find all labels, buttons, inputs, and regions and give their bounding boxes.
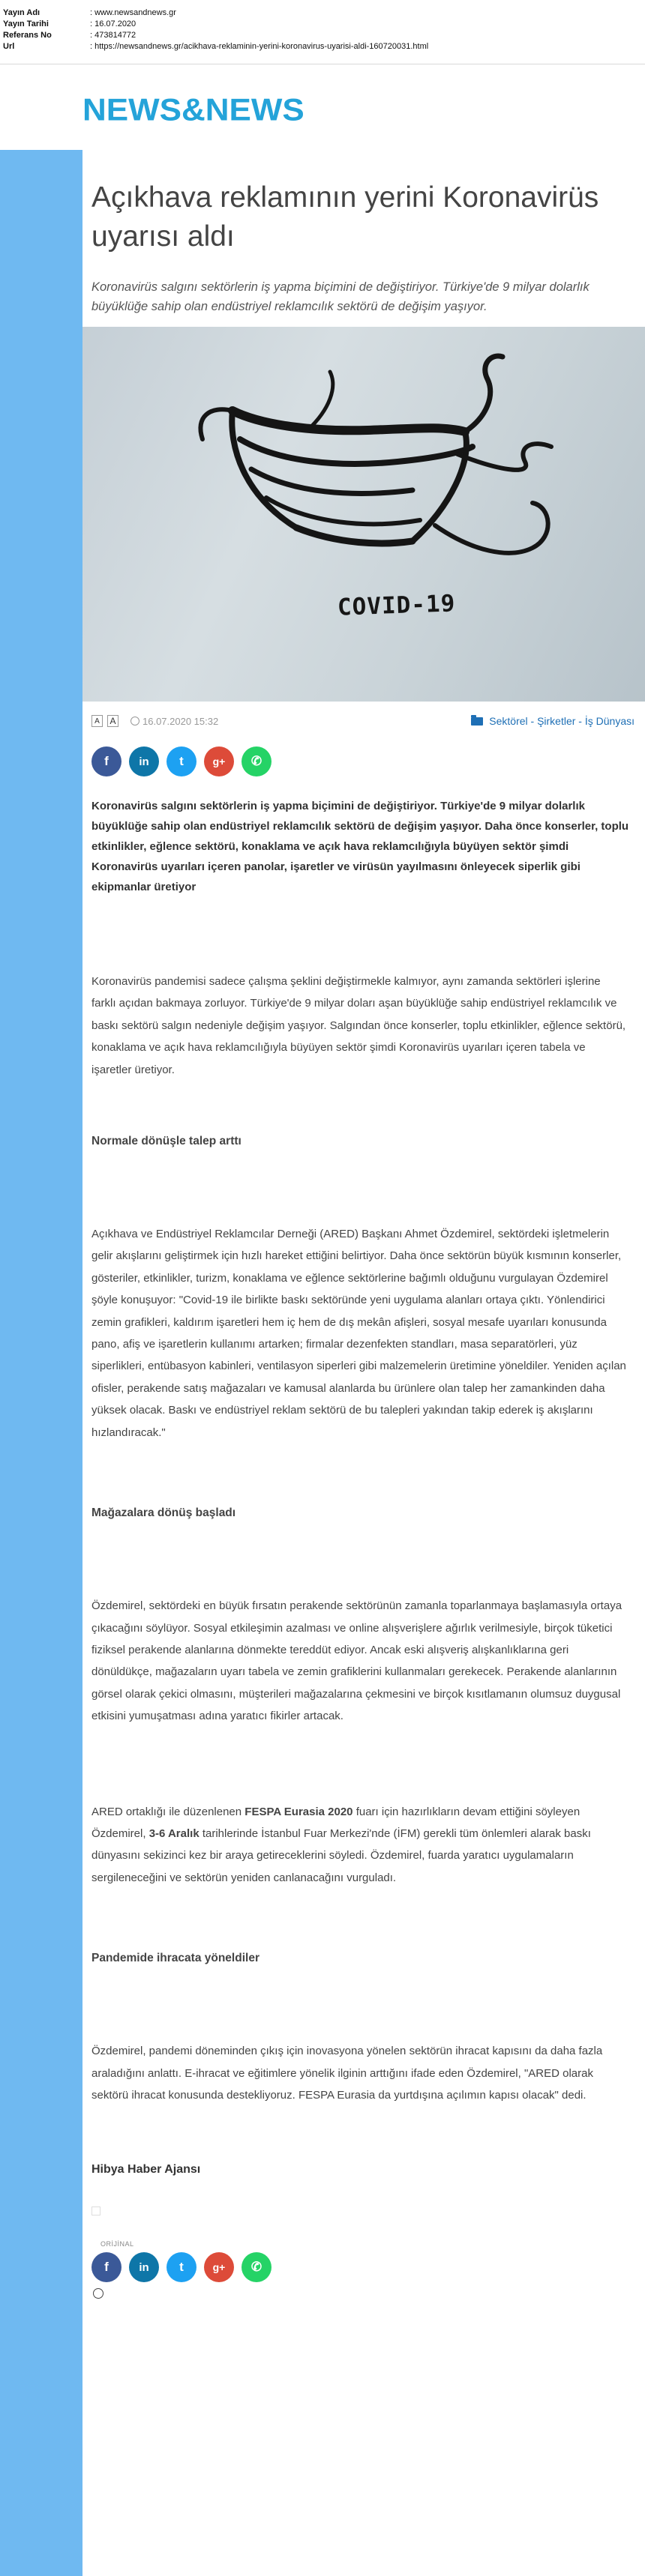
- meta-key: Referans No: [3, 31, 52, 40]
- folder-icon: [471, 717, 483, 726]
- meta-value: : www.newsandnews.gr: [90, 8, 176, 17]
- placeholder-checkbox: [92, 2207, 100, 2215]
- font-increase-button[interactable]: A: [107, 715, 118, 727]
- article-spot: Koronavirüs salgını sektörlerin iş yapma biçimini de değiştiriyor. Türkiye'de 9 milyar dolarlık büyüklüğe sahip olan endüstriyel reklamcılık sektörü de değişim yaşıyor.: [92, 280, 590, 313]
- clock-icon: [93, 2288, 104, 2299]
- text-span: ARED ortaklığı ile düzenlenen: [92, 1805, 245, 1818]
- clock-icon: [130, 717, 140, 726]
- section-heading: Mağazalara dönüş başladı: [92, 1506, 236, 1520]
- googleplus-icon: g+: [212, 2261, 226, 2274]
- article-title: Açıkhava reklamının yerini Koronavirüs uyarısı aldı: [92, 181, 599, 253]
- whatsapp-icon: ✆: [250, 754, 262, 768]
- facebook-share-button[interactable]: [92, 746, 122, 776]
- whatsapp-share-button[interactable]: [242, 2252, 272, 2282]
- publish-date: [130, 716, 218, 727]
- meta-value: : 16.07.2020: [90, 19, 136, 28]
- linkedin-icon: in: [139, 2260, 149, 2274]
- facebook-icon: f: [104, 754, 109, 768]
- article-paragraph: [82, 1801, 645, 1889]
- text-span: tarihlerinde İstanbul Fuar Merkezi'nde (İFM) gerekli tüm önlemleri alarak baskı dünyasını sekizinci kez bir araya getireceklerini söyledi. Özdemirel, fuarda yaratıcı uygulamaların sergileneceğini ve sektörün yeniden canlanacağını vurguladı.: [92, 1827, 591, 1884]
- category-links[interactable]: [471, 715, 645, 727]
- meta-row-date: [3, 19, 645, 30]
- twitter-share-button[interactable]: [166, 746, 196, 776]
- googleplus-share-button[interactable]: [204, 746, 234, 776]
- article-paragraph: Özdemirel, pandemi döneminden çıkış için inovasyona yönelen sektörün ihracat kapısını da daha fazla araladığını anlattı. E-ihracat ve eğitimlere yönelik ilginin arttığını ifade eden Özdemirel, "ARED olarak sektörü ihracat konusunda destekliyoruz. FESPA Eurasia da yurtdışına açılımın kapısı olacak" dedi.: [92, 2045, 603, 2102]
- googleplus-icon: g+: [212, 755, 226, 767]
- article-paragraph: Özdemirel, sektördeki en büyük fırsatın perakende sektörünün zamanla toparlanmaya başlamasıyla ortaya çıkacağını söylüyor. Sosyal etkileşimin azalması ve online alışverişlere ağırlık verilmesiyle, birçok tüketici fiziksel perakende alanlarına dönmekte tereddüt ediyor. Ancak eski alışveriş alışkanlıklarına geri dönüldükçe, mağazaların uyarı tabela ve zemin grafiklerini kullanmaları gerekecek. Perakende alanlarının görsel olarak çekici olmasını, müşterileri mağazalarına çekmesini ve birçok kısıtlamanın olumsuz duygusal etkisini yumuşatması adına yaratıcı fikirler artacak.: [92, 1599, 622, 1723]
- image-caption: COVID-19: [337, 590, 456, 621]
- twitter-icon: t: [179, 2260, 184, 2275]
- whatsapp-share-button[interactable]: [242, 746, 272, 776]
- twitter-share-button[interactable]: [166, 2252, 196, 2282]
- text-span: fuarı için hazırlıkların devam ettiğini söyleyen Özdemirel,: [92, 1805, 580, 1840]
- meta-value: : 473814772: [90, 31, 136, 40]
- category-text[interactable]: Sektörel - Şirketler - İş Dünyası: [489, 715, 634, 727]
- mask-graffiti-illustration: [82, 327, 645, 702]
- publish-date-text: 16.07.2020 15:32: [142, 715, 219, 727]
- twitter-icon: t: [179, 754, 184, 768]
- event-dates: 3-6 Aralık: [148, 1827, 200, 1840]
- article: [82, 150, 645, 2576]
- linkedin-icon: in: [139, 755, 149, 768]
- linkedin-share-button[interactable]: [129, 2252, 159, 2282]
- section-heading: Normale dönüşle talep arttı: [92, 1135, 242, 1148]
- meta-key: Yayın Adı: [3, 8, 40, 17]
- googleplus-share-button[interactable]: [204, 2252, 234, 2282]
- whatsapp-icon: ✆: [250, 2260, 262, 2275]
- article-paragraph: Koronavirüs pandemisi sadece çalışma şeklini değiştirmekle kalmıyor, aynı zamanda sektörleri işlerine farklı açıdan bakmaya zorluyor. Türkiye'de 9 milyar doları aşan büyüklüğe sahip endüstriyel reklamcılık ve baskı sektörü salgın nedeniyle değişim yaşıyor. Salgından önce konserler, toplu etkinlikler, eğlence sektörü, konaklama ve açık hava reklamcılığıyla büyüyen sektör şimdi Koronavirüs uyarıları içeren tabela ve işaretler üretiyor.: [92, 975, 626, 1076]
- meta-row-reference: [3, 30, 645, 41]
- meta-key: Yayın Tarihi: [3, 19, 49, 28]
- article-lead: Koronavirüs salgını sektörlerin iş yapma biçimini de değiştiriyor. Türkiye'de 9 milyar dolarlık büyüklüğe sahip olan endüstriyel reklamcılık sektörü de değişim yaşıyor. Daha önce konserler, toplu etkinlikler, eğlence sektörü, konaklama ve açık hava reklamcılığıyla büyüyen sektör şimdi Koronavirüs uyarıları içeren panolar, işaretler ve virüsün yayılmasını önleyecek siperlik gibi ekipmanlar üretiyor: [92, 800, 629, 893]
- share-bar-bottom: [82, 2252, 645, 2282]
- site-header: [0, 64, 645, 150]
- facebook-icon: f: [104, 2260, 109, 2275]
- meta-key: Url: [3, 42, 15, 51]
- article-paragraph: Açıkhava ve Endüstriyel Reklamcılar Derneği (ARED) Başkanı Ahmet Özdemirel, sektördeki işletmelerin gelir akışlarını geliştirmek için hızlı hareket ettiğini belirtiyor. Daha önce sektörün büyük kısmının konserler, gösteriler, etkinlikler, turizm, konaklama ve eğlence sektörlerine bağımlı olduğunu vurgulayan Özdemirel şöyle konuşuyor: "Covid-19 ile birlikte baskı sektöründe yeni uygulama alanları ortaya çıktı. Yönlendirici zemin grafikleri, kaldırım işaretleri hem iç hem de dış mekân afişleri, sosyal mesafe uyarıları konusunda pano, afiş ve işaretlerin kullanımı artarken; firmalar dezenfekten standları, masa separatörleri, yüz siperlikleri, entübasyon kabinleri, ventilasyon siperleri gibi malzemelerin üretimine yöneldiler. Yeniden açılan ofisler, perakende satış mağazaları ve kamusal alanlarda bu ürünlere olan talep her zamankinden daha yüksek olacak. Baskı ve endüstriyel reklam sektörü de bu talepleri yakından takip ederek iş akışlarını hızlandıracak.": [92, 1228, 626, 1439]
- meta-row-url: [3, 41, 645, 52]
- meta-value: : https://newsandnews.gr/acikhava-reklaminin-yerini-koronavirus-uyarisi-aldi-160720031.html: [90, 42, 429, 51]
- facebook-share-button[interactable]: [92, 2252, 122, 2282]
- news-agency: Hibya Haber Ajansı: [92, 2163, 201, 2177]
- article-toolbar: [82, 702, 645, 740]
- meta-row-publication: [3, 7, 645, 19]
- section-heading: Pandemide ihracata yöneldiler: [92, 1952, 260, 1965]
- site-logo[interactable]: NEWS&NEWS: [82, 92, 304, 127]
- share-bar-top: [82, 746, 645, 776]
- source-label: ORİJİNAL: [100, 2240, 134, 2248]
- article-image: [82, 327, 645, 702]
- event-name: FESPA Eurasia 2020: [244, 1805, 353, 1818]
- linkedin-share-button[interactable]: [129, 746, 159, 776]
- archive-meta: [0, 0, 645, 64]
- font-decrease-button[interactable]: A: [92, 715, 103, 727]
